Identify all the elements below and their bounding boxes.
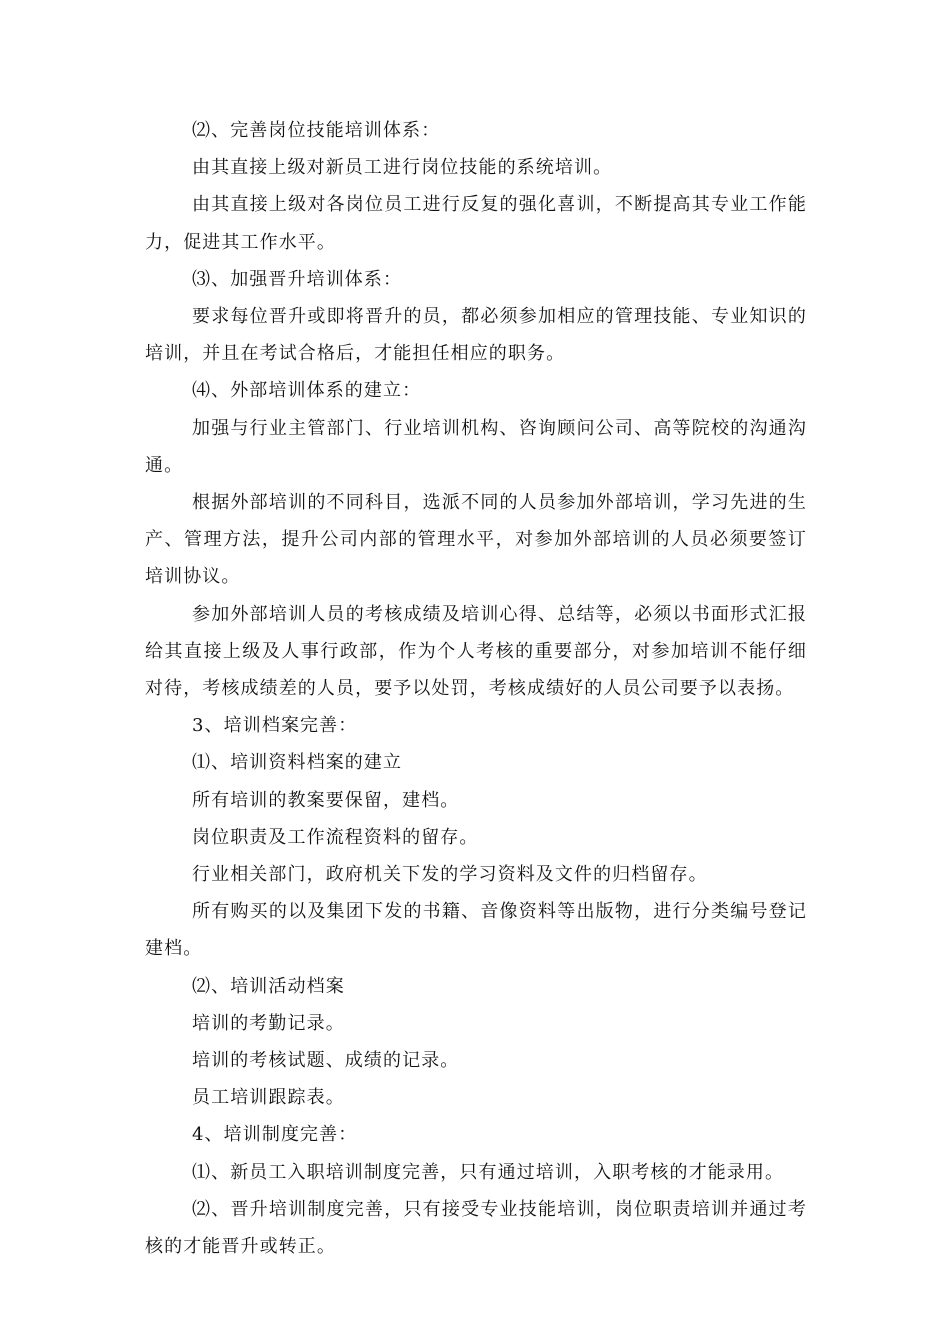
paragraph: 要求每位晋升或即将晋升的员，都必须参加相应的管理技能、专业知识的培训，并且在考试合格后，才能担任相应的职务。 — [145, 306, 807, 365]
paragraph: ⑷、外部培训体系的建立： — [192, 380, 422, 402]
paragraph: ⑴、培训资料档案的建立 — [192, 752, 403, 774]
paragraph: 根据外部培训的不同科目，选派不同的人员参加外部培训，学习先进的生产、管理方法，提升公司内部的管理水平，对参加外部培训的人员必须要签订培训协议。 — [145, 492, 807, 588]
paragraph: ⑵、晋升培训制度完善，只有接受专业技能培训，岗位职责培训并通过考核的才能晋升或转正。 — [145, 1198, 807, 1258]
paragraph: 培训的考核试题、成绩的记录。 — [192, 1050, 460, 1072]
paragraph: 员工培训跟踪表。 — [192, 1087, 345, 1109]
paragraph: 所有购买的以及集团下发的书籍、音像资料等出版物，进行分类编号登记建档。 — [145, 901, 807, 960]
paragraph: 参加外部培训人员的考核成绩及培训心得、总结等，必须以书面形式汇报给其直接上级及人事行政部，作为个人考核的重要部分，对参加培训不能仔细对待，考核成绩差的人员，要予以处罚，考核成绩好的人员公司要予以表扬。 — [145, 603, 807, 700]
paragraph: 加强与行业主管部门、行业培训机构、咨询顾问公司、高等院校的沟通沟通。 — [145, 417, 807, 476]
paragraph: 4、培训制度完善： — [192, 1124, 358, 1146]
paragraph: 所有培训的教案要保留，建档。 — [192, 789, 460, 811]
paragraph: ⑵、培训活动档案 — [192, 975, 345, 997]
paragraph: 培训的考勤记录。 — [192, 1012, 345, 1034]
paragraph: 岗位职责及工作流程资料的留存。 — [192, 826, 479, 848]
paragraph: ⑴、新员工入职培训制度完善，只有通过培训，入职考核的才能录用。 — [192, 1161, 785, 1183]
paragraph: ⑵、完善岗位技能培训体系： — [192, 120, 441, 141]
document-body — [145, 112, 807, 1265]
paragraph: 由其直接上级对各岗位员工进行反复的强化喜训，不断提高其专业工作能力，促进其工作水平。 — [145, 194, 807, 253]
paragraph: 行业相关部门，政府机关下发的学习资料及文件的归档留存。 — [192, 864, 708, 886]
paragraph: 由其直接上级对新员工进行岗位技能的系统培训。 — [192, 157, 613, 179]
paragraph: 3、培训档案完善： — [192, 715, 358, 737]
paragraph: ⑶、加强晋升培训体系： — [192, 268, 403, 290]
